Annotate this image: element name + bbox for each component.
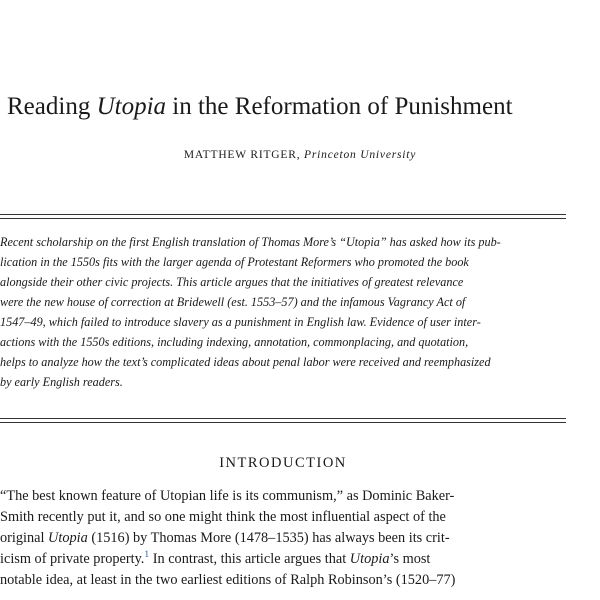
abstract-line: actions with the 1550s editions, including indexing, annotation, commonplacing, and quotation,	[0, 335, 469, 349]
body-text-run: original	[0, 530, 49, 546]
abstract-bottom-rule-inner	[0, 418, 566, 419]
body-line	[0, 507, 568, 528]
title-italic: Utopia	[96, 93, 167, 120]
abstract-line: 1547–49, which failed to introduce slavery as a punishment in English law. Evidence of user inter-	[0, 315, 481, 329]
abstract-line: Recent scholarship on the first English translation of Thomas More’s “Utopia” has asked how its pub-	[0, 235, 501, 249]
body-text-run: Smith recently put it, and so one might think the most influential aspect of the	[0, 509, 446, 525]
footnote-link[interactable]: 1	[144, 550, 150, 561]
abstract-line: alongside their other civic projects. This article argues that the initiatives of greatest relevance	[0, 275, 464, 289]
body-text-run: ’s most	[389, 551, 431, 567]
abstract-top-rule-inner	[0, 218, 566, 219]
body-text-run: notable idea, at least in the two earliest editions of Ralph Robinson’s (1520–77)	[0, 572, 456, 588]
author-name: MATTHEW RITGER,	[183, 149, 305, 161]
abstract-bottom-rule	[0, 422, 566, 423]
body-line	[0, 486, 568, 507]
abstract-line: were the new house of correction at Bridewell (est. 1553–57) and the infamous Vagrancy Act of	[0, 295, 466, 309]
author-affiliation: Princeton University	[304, 149, 417, 161]
abstract-line: lication in the 1550s fits with the larger agenda of Protestant Reformers who promoted the book	[0, 255, 469, 269]
abstract-top-rule	[0, 214, 566, 215]
title-suffix: in the Reformation of Punishment	[166, 93, 513, 120]
abstract	[0, 232, 568, 392]
body-text	[0, 486, 568, 591]
body-text-run: icism of private property.	[0, 551, 145, 567]
body-line	[0, 549, 568, 570]
body-text-run: (1516) by Thomas More (1478–1535) has always been its crit-	[87, 530, 450, 546]
body-line	[0, 570, 568, 591]
article-title	[0, 90, 600, 124]
author-line	[0, 149, 600, 161]
section-heading: INTRODUCTION	[219, 455, 347, 471]
body-italic-title: Utopia	[48, 530, 88, 546]
body-italic-title: Utopia	[349, 551, 390, 567]
abstract-line: by early English readers.	[0, 375, 123, 389]
body-line	[0, 528, 568, 549]
body-text-run: “The best known feature of Utopian life is its communism,” as Dominic Baker-	[0, 488, 455, 504]
title-prefix: Reading	[7, 93, 97, 120]
abstract-line: helps to analyze how the text’s complicated ideas about penal labor were received and reemphasized	[0, 355, 491, 369]
body-text-run: In contrast, this article argues that	[149, 551, 350, 567]
